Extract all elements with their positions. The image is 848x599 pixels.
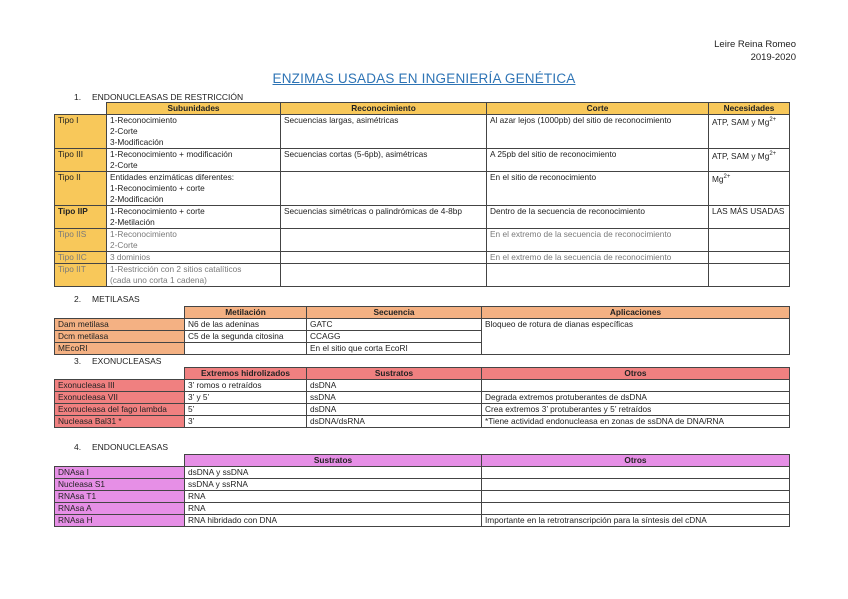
- table-row: [55, 491, 790, 503]
- cut-cell: Dentro de la secuencia de reconocimiento: [487, 206, 709, 229]
- subunits-cell: Entidades enzimáticas diferentes: 1-Reconocimiento + corte 2-Modificación: [107, 172, 281, 206]
- other-cell: [482, 380, 790, 392]
- table-row: [55, 515, 790, 527]
- table-row: [55, 467, 790, 479]
- table-row: [55, 264, 790, 287]
- cut-cell: En el extremo de la secuencia de reconocimiento: [487, 229, 709, 252]
- substrate-cell: dsDNA: [307, 380, 482, 392]
- row-label: Tipo I: [55, 115, 107, 149]
- section-4-heading: 4. ENDONUCLEASAS: [74, 442, 169, 452]
- subunits-cell: 1-Reconocimiento + corte 2-Metilación: [107, 206, 281, 229]
- row-label: RNAsa A: [55, 503, 185, 515]
- substrate-cell: ssDNA: [307, 392, 482, 404]
- section-3-heading: 3. EXONUCLEASAS: [74, 356, 162, 366]
- col-header-otros: Otros: [482, 368, 790, 380]
- needs-cell: LAS MÁS USADAS: [709, 206, 790, 229]
- col-header-necesidades: Necesidades: [709, 103, 790, 115]
- col-header-metilacion: Metilación: [185, 307, 307, 319]
- col-header-sustratos: Sustratos: [307, 368, 482, 380]
- substrate-cell: RNA hibridado con DNA: [185, 515, 482, 527]
- row-label: Tipo IIT: [55, 264, 107, 287]
- col-header-otros: Otros: [482, 455, 790, 467]
- other-cell: Crea extremos 3’ protuberantes y 5’ retraídos: [482, 404, 790, 416]
- section-1-heading: 1. ENDONUCLEASAS DE RESTRICCIÓN: [74, 92, 244, 102]
- substrate-cell: RNA: [185, 491, 482, 503]
- other-cell: [482, 479, 790, 491]
- table-row: [55, 172, 790, 206]
- row-label: Tipo II: [55, 172, 107, 206]
- col-header-corte: Corte: [487, 103, 709, 115]
- other-cell: Importante en la retrotranscripción para la síntesis del cDNA: [482, 515, 790, 527]
- col-header-extremos: Extremos hidrolizados: [185, 368, 307, 380]
- recognition-cell: Secuencias simétricas o palindrómicas de 4-8bp: [281, 206, 487, 229]
- needs-cell: [709, 264, 790, 287]
- sequence-cell: GATC: [307, 319, 482, 331]
- subunits-cell: 1-Reconocimiento 2-Corte 3-Modificación: [107, 115, 281, 149]
- table-row: [55, 115, 790, 149]
- methylases-table: [54, 306, 790, 355]
- recognition-cell: [281, 264, 487, 287]
- table-row: [55, 252, 790, 264]
- row-label: DNAsa I: [55, 467, 185, 479]
- author-year: 2019-2020: [750, 52, 796, 63]
- table-row: [55, 206, 790, 229]
- other-cell: Degrada extremos protuberantes de dsDNA: [482, 392, 790, 404]
- ends-cell: 3’ romos o retraídos: [185, 380, 307, 392]
- needs-cell: ATP, SAM y $Mg^{2+}$: [709, 115, 790, 149]
- row-label: MEcoRI: [55, 343, 185, 355]
- row-label: Tipo IIS: [55, 229, 107, 252]
- col-header-aplicaciones: Aplicaciones: [482, 307, 790, 319]
- methylation-cell: C5 de la segunda citosina: [185, 331, 307, 343]
- exonucleases-table: [54, 367, 790, 428]
- table-row: [55, 229, 790, 252]
- methylation-cell: N6 de las adeninas: [185, 319, 307, 331]
- ends-cell: 5’: [185, 404, 307, 416]
- table-header-row: [55, 368, 790, 380]
- table-row: [55, 392, 790, 404]
- table-row: [55, 319, 790, 331]
- recognition-cell: [281, 172, 487, 206]
- table-row: [55, 404, 790, 416]
- recognition-cell: Secuencias largas, asimétricas: [281, 115, 487, 149]
- cut-cell: Al azar lejos (1000pb) del sitio de reconocimiento: [487, 115, 709, 149]
- subunits-cell: 1-Reconocimiento + modificación 2-Corte: [107, 149, 281, 172]
- table-row: [55, 416, 790, 428]
- cut-cell: En el sitio de reconocimiento: [487, 172, 709, 206]
- other-cell: *Tiene actividad endonucleasa en zonas de ssDNA de DNA/RNA: [482, 416, 790, 428]
- recognition-cell: [281, 252, 487, 264]
- ends-cell: 3’ y 5’: [185, 392, 307, 404]
- row-label: Exonucleasa VII: [55, 392, 185, 404]
- other-cell: [482, 467, 790, 479]
- row-label: Tipo III: [55, 149, 107, 172]
- col-header-secuencia: Secuencia: [307, 307, 482, 319]
- subunits-cell: 1-Reconocimiento 2-Corte: [107, 229, 281, 252]
- needs-cell: ATP, SAM y $Mg^{2+}$: [709, 149, 790, 172]
- substrate-cell: dsDNA y ssDNA: [185, 467, 482, 479]
- row-label: Exonucleasa III: [55, 380, 185, 392]
- substrate-cell: ssDNA y ssRNA: [185, 479, 482, 491]
- substrate-cell: dsDNA/dsRNA: [307, 416, 482, 428]
- needs-cell: [709, 252, 790, 264]
- row-label: RNAsa H: [55, 515, 185, 527]
- methylation-cell: [185, 343, 307, 355]
- applications-cell: Bloqueo de rotura de dianas específicas: [482, 319, 790, 355]
- col-header-subunidades: Subunidades: [107, 103, 281, 115]
- sequence-cell: CCAGG: [307, 331, 482, 343]
- row-label: Tipo IIC: [55, 252, 107, 264]
- recognition-cell: Secuencias cortas (5-6pb), asimétricas: [281, 149, 487, 172]
- row-label: Nucleasa S1: [55, 479, 185, 491]
- restriction-endonucleases-table: [54, 102, 790, 287]
- row-label: Nucleasa Bal31 *: [55, 416, 185, 428]
- col-header-sustratos: Sustratos: [185, 455, 482, 467]
- table-row: [55, 380, 790, 392]
- page-title: ENZIMAS USADAS EN INGENIERÍA GENÉTICA: [272, 71, 576, 86]
- table-header-row: [55, 103, 790, 115]
- table-header-row: [55, 455, 790, 467]
- sequence-cell: En el sitio que corta EcoRI: [307, 343, 482, 355]
- row-label: Exonucleasa del fago lambda: [55, 404, 185, 416]
- recognition-cell: [281, 229, 487, 252]
- table-row: [55, 149, 790, 172]
- table-header-row: [55, 307, 790, 319]
- row-label: RNAsa T1: [55, 491, 185, 503]
- table-row: [55, 479, 790, 491]
- row-label: Dcm metilasa: [55, 331, 185, 343]
- ends-cell: 3’: [185, 416, 307, 428]
- author-name: Leire Reina Romeo: [714, 39, 796, 50]
- endonucleases-table: [54, 454, 790, 527]
- table-row: [55, 503, 790, 515]
- col-header-reconocimiento: Reconocimiento: [281, 103, 487, 115]
- cut-cell: A 25pb del sitio de reconocimiento: [487, 149, 709, 172]
- other-cell: [482, 503, 790, 515]
- row-label: Tipo IIP: [55, 206, 107, 229]
- substrate-cell: dsDNA: [307, 404, 482, 416]
- cut-cell: En el extremo de la secuencia de reconocimiento: [487, 252, 709, 264]
- needs-cell: [709, 229, 790, 252]
- subunits-cell: 3 dominios: [107, 252, 281, 264]
- needs-cell: $Mg^{2+}$: [709, 172, 790, 206]
- substrate-cell: RNA: [185, 503, 482, 515]
- row-label: Dam metilasa: [55, 319, 185, 331]
- subunits-cell: 1-Restricción con 2 sitios catalíticos (cada uno corta 1 cadena): [107, 264, 281, 287]
- other-cell: [482, 491, 790, 503]
- cut-cell: [487, 264, 709, 287]
- section-2-heading: 2. METILASAS: [74, 294, 140, 304]
- author-block: [714, 38, 796, 64]
